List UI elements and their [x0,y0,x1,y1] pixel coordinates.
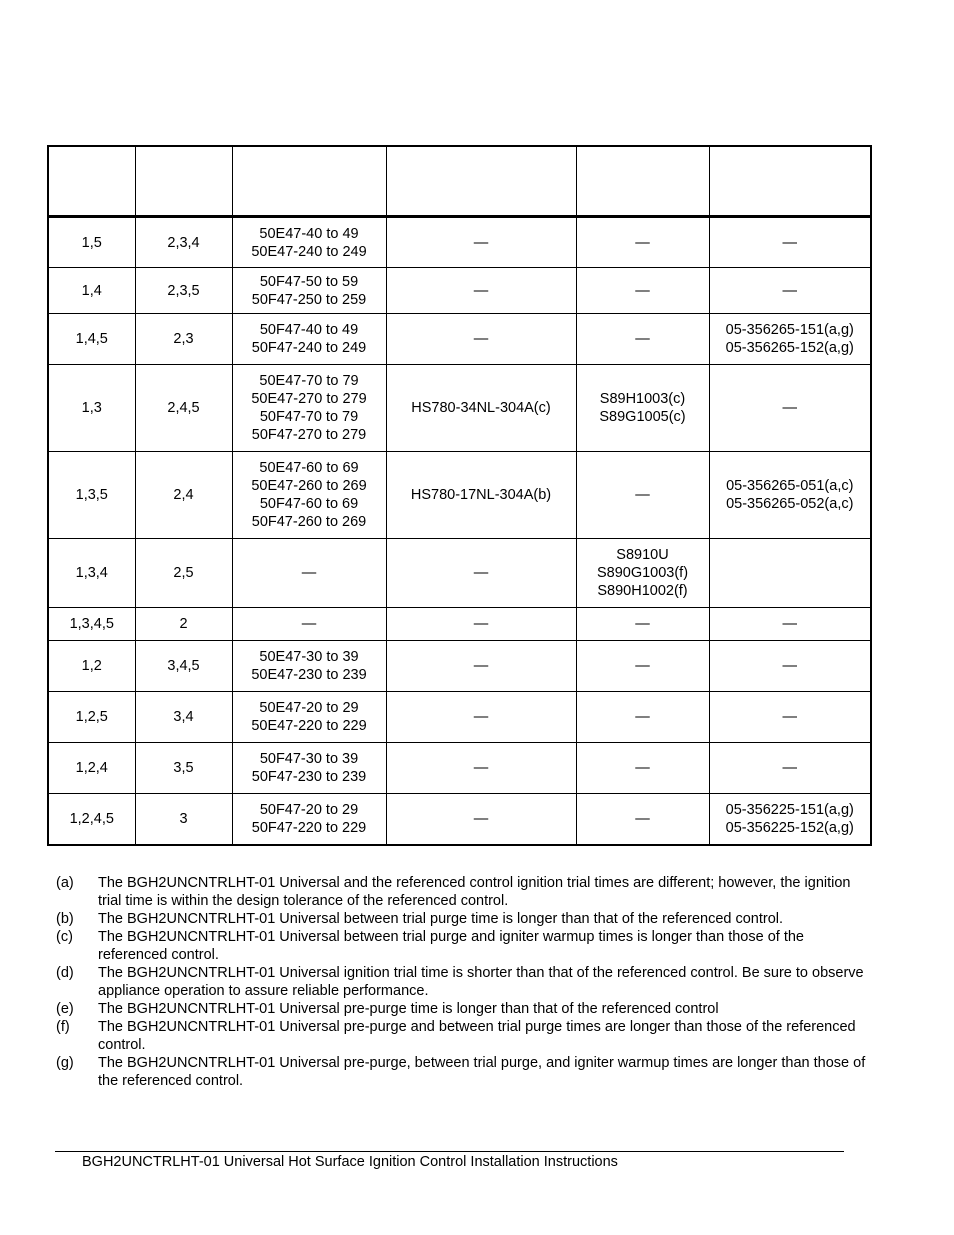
cell-text: — [635,234,650,251]
table-cell [48,641,135,692]
table-cell [709,268,871,314]
cell-text: — [473,565,489,581]
table-cell [232,794,386,845]
table-cell [576,743,709,794]
cell-text: — [473,760,489,776]
footnote [56,1000,866,1018]
cell-text: 1,2 [81,658,102,674]
table-cell [709,794,871,845]
table-cell [232,314,386,365]
table-cell [386,539,576,608]
table-cell [386,365,576,452]
table-cell [48,365,135,452]
table-row [48,641,871,692]
cell-text: — [473,810,489,827]
cell-text: — [473,709,489,725]
header-cell [232,146,386,217]
header-cell [709,146,871,217]
cell-text: 50F47-230 to 239 [251,769,367,785]
cell-text: — [473,282,489,299]
footnote-text: The BGH2UNCNTRLHT-01 Universal between trial purge and igniter warmup times is longer than those of the referenced control. [98,929,804,963]
table-cell [576,539,709,608]
table-cell [709,641,871,692]
table-row [48,452,871,539]
cell-text: 1,3,4,5 [69,616,114,632]
footnote-text: The BGH2UNCNTRLHT-01 Universal and the referenced control ignition trial times are different; however, the ignition trial time is within the design tolerance of the referenced control. [98,875,851,909]
cell-text: — [782,400,797,416]
footnote-text: The BGH2UNCNTRLHT-01 Universal between trial purge time is longer than that of the referenced control. [98,911,784,927]
table-cell [576,314,709,365]
table-cell [232,692,386,743]
cell-text: — [473,331,489,347]
cell-text: 1,2,4 [75,760,108,776]
cell-text: 05-356265-151(a,g) [725,322,854,338]
table-cell [135,539,232,608]
header-cell [135,146,232,217]
cell-text: — [635,282,650,299]
cell-text: S89G1005(c) [599,409,686,425]
cell-text: 50E47-270 to 279 [251,391,367,407]
table-cell [709,452,871,539]
table-row [48,365,871,452]
table-cell [709,692,871,743]
table-row [48,743,871,794]
cell-text: 50F47-240 to 249 [251,340,367,356]
table-cell [576,452,709,539]
cell-text: — [301,565,317,581]
table-cell [232,452,386,539]
table-cell [232,539,386,608]
cell-text: — [301,616,317,632]
footnote [56,910,866,928]
cell-text: 50E47-220 to 229 [251,718,367,734]
cell-text: 1,3 [81,400,102,416]
table-cell [709,217,871,268]
cell-text: — [635,810,650,827]
cell-text: 50F47-220 to 229 [251,819,367,836]
table-cell [709,608,871,641]
cell-text: — [473,234,489,251]
table-cell [135,641,232,692]
table-cell [576,608,709,641]
table-cell [135,794,232,845]
cell-text: 50E47-260 to 269 [251,478,367,494]
cell-text: 50E47-70 to 79 [259,373,359,389]
table-cell [232,365,386,452]
cell-text: — [782,709,797,725]
table-row [48,608,871,641]
cell-text: 1,2,4,5 [69,810,114,827]
cell-text: 2 [179,616,188,632]
cell-text: S890H1002(f) [597,583,688,599]
table-row [48,268,871,314]
cell-text: 05-356265-051(a,c) [726,478,854,494]
cell-text: 2,5 [173,565,194,581]
cell-text: — [635,616,650,632]
cell-text: 50F47-60 to 69 [259,496,359,512]
cell-text: — [782,616,797,632]
cell-text: — [782,760,797,776]
cell-text: — [782,234,797,251]
footnote-letter: (c) [56,929,73,945]
footnote-text: The BGH2UNCNTRLHT-01 Universal pre-purge and between trial purge times are longer than those of the referenced control. [98,1019,856,1053]
cell-text: 2,4 [173,487,194,503]
cell-text: 05-356225-151(a,g) [725,801,854,818]
footnote-letter: (g) [56,1055,74,1071]
table-cell [709,365,871,452]
footnote [56,1054,866,1090]
table-cell [135,743,232,794]
table-cell [135,268,232,314]
footnote-text: The BGH2UNCNTRLHT-01 Universal ignition trial time is shorter than that of the referenced control. Be sure to observe appliance operation to assure reliable performance. [98,965,864,999]
footnote-text: The BGH2UNCNTRLHT-01 Universal pre-purge time is longer than that of the referenced control [98,1001,719,1017]
footnote [56,928,866,964]
table-row [48,217,871,268]
footnote-text: The BGH2UNCNTRLHT-01 Universal pre-purge, between trial purge, and igniter warmup times are longer than those of the referenced control. [98,1055,866,1089]
cell-text: 50F47-70 to 79 [259,409,359,425]
cell-text: 50F47-270 to 279 [251,427,367,443]
cell-text: HS780-34NL-304A(c) [411,400,551,416]
header-cell [576,146,709,217]
table-row [48,314,871,365]
cell-text: 2,3 [173,331,194,347]
cell-text: — [635,760,650,776]
table-cell [135,217,232,268]
cell-text: 50E47-30 to 39 [259,649,359,665]
cell-text: 1,2,5 [75,709,108,725]
footer-divider [55,1151,844,1152]
table-cell [386,794,576,845]
table-cell [386,743,576,794]
cell-text: 50F47-20 to 29 [259,801,359,818]
table-header-row [48,146,871,217]
table-cell [576,794,709,845]
cell-text: 3,5 [173,760,194,776]
cell-text: 3,4 [173,709,194,725]
table-cell [48,539,135,608]
table-cell [135,452,232,539]
table-cell [386,692,576,743]
cell-text: 3 [179,810,188,827]
table-cell [576,217,709,268]
table-cell [386,217,576,268]
cell-text: 05-356225-152(a,g) [725,819,854,836]
cell-text: 1,4,5 [75,331,108,347]
table-cell [135,692,232,743]
cell-text: S890G1003(f) [596,565,689,581]
cell-text: — [635,709,650,725]
footnote-letter: (d) [56,965,74,981]
table-cell [386,608,576,641]
table-cell [386,314,576,365]
table-cell [48,217,135,268]
cell-text: — [635,487,650,503]
cell-text: — [782,282,797,299]
cell-text: 05-356265-052(a,c) [726,496,854,512]
header-cell [48,146,135,217]
cell-text: 50F47-30 to 39 [259,751,359,767]
table-cell [48,608,135,641]
cell-text: 1,4 [81,282,102,299]
cell-text: — [473,658,489,674]
table-cell [576,268,709,314]
cell-text: 2,4,5 [167,400,200,416]
table-row [48,692,871,743]
table-cell [232,217,386,268]
cross-reference-table [47,145,872,846]
cell-text: 50E47-60 to 69 [259,460,359,476]
header-cell [386,146,576,217]
cell-text: 2,3,4 [167,234,200,251]
cell-text: 50E47-40 to 49 [259,225,359,242]
table-cell [232,743,386,794]
table-cell [48,314,135,365]
table-cell [576,365,709,452]
cell-text: 50F47-250 to 259 [251,291,367,308]
table-cell [48,794,135,845]
table-cell [48,268,135,314]
cell-text: — [635,658,650,674]
table-cell [232,268,386,314]
table-cell [576,692,709,743]
table-cell [135,314,232,365]
table-cell [232,608,386,641]
cell-text: 50E47-230 to 239 [251,667,367,683]
table-cell [709,539,871,608]
footnote [56,874,866,910]
table-cell [386,452,576,539]
footer-title: BGH2UNCTRLHT-01 Universal Hot Surface Ignition Control Installation Instructions [82,1154,618,1170]
cell-text: 50F47-50 to 59 [259,273,359,290]
cell-text: — [473,616,489,632]
footnote [56,964,866,1000]
table-cell [135,365,232,452]
footnote [56,1018,866,1054]
footnote-letter: (b) [56,911,74,927]
cell-text: 1,3,4 [75,565,108,581]
table-cell [232,641,386,692]
cell-text: S89H1003(c) [599,391,686,407]
footnotes [56,874,866,1090]
cell-text: 3,4,5 [167,658,200,674]
cell-text: HS780-17NL-304A(b) [410,487,552,503]
cell-text: 1,3,5 [75,487,108,503]
table-body [48,146,871,845]
table-cell [386,641,576,692]
cell-text: 05-356265-152(a,g) [725,340,854,356]
cell-text: S8910U [616,547,669,563]
cell-text: 50F47-260 to 269 [251,514,367,530]
cell-text: 50E47-240 to 249 [251,243,367,260]
footnote-letter: (f) [56,1019,70,1035]
table-cell [709,314,871,365]
table-cell [135,608,232,641]
cell-text: 1,5 [81,234,102,251]
table-cell [576,641,709,692]
cell-text: — [782,658,797,674]
table-cell [386,268,576,314]
table-cell [48,743,135,794]
cell-text: 50E47-20 to 29 [259,700,359,716]
cell-text: — [635,331,650,347]
table-cell [709,743,871,794]
cell-text: 50F47-40 to 49 [259,322,359,338]
cell-text: 2,3,5 [167,282,200,299]
table-cell [48,692,135,743]
table-row [48,539,871,608]
table-row [48,794,871,845]
table-cell [48,452,135,539]
footnote-letter: (e) [56,1001,74,1017]
footnote-letter: (a) [56,875,74,891]
